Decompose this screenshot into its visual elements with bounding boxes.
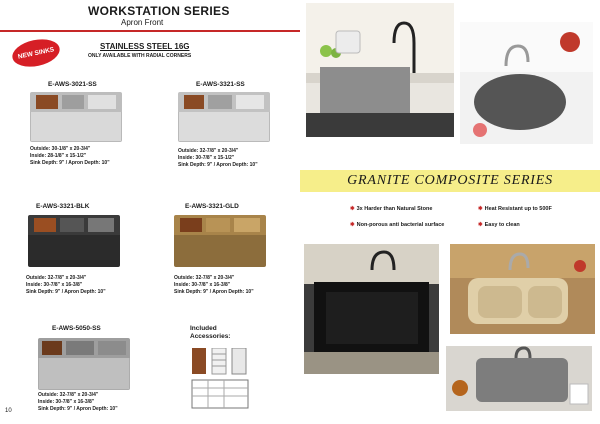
- star-icon: ✱: [478, 222, 483, 228]
- granite-series-banner: [300, 170, 600, 192]
- stainless-subheading: ONLY AVAILABLE WITH RADIAL CORNERS: [88, 53, 192, 59]
- product-model: E-AWS-3321-SS: [196, 81, 245, 88]
- star-icon: ✱: [478, 206, 483, 212]
- product-specs: Outside: 32-7/8" x 20-3/4" Inside: 30-7/8" x 16-3/8" Sink Depth: 9" / Apron Depth: 10": [174, 275, 254, 295]
- product-model: E-AWS-5050-SS: [52, 325, 101, 332]
- beige-sink-photo: [450, 244, 595, 334]
- feature-item: ✱ Easy to clean: [478, 222, 520, 228]
- sink-image-3021-ss: [30, 92, 122, 142]
- stainless-heading: STAINLESS STEEL 16G: [100, 42, 190, 51]
- feature-item: ✱ Heat Resistant up to 500F: [478, 206, 552, 212]
- product-specs: Outside: 32-7/8" x 20-3/4" Inside: 30-7/8" x 16-3/8" Sink Depth: 9" / Apron Depth: 10": [38, 392, 118, 412]
- product-model: E-AWS-3321-BLK: [36, 203, 90, 210]
- granite-series-title: GRANITE COMPOSITE SERIES: [347, 173, 553, 188]
- sink-image-3321-ss: [178, 92, 270, 142]
- page-subtitle: Apron Front: [121, 18, 164, 27]
- product-specs: Outside: 32-7/8" x 20-3/4" Inside: 30-7/8" x 15-1/2" Sink Depth: 9" / Apron Depth: 10": [178, 148, 258, 168]
- header-rule: [0, 30, 300, 32]
- new-sinks-badge: NEW SINKS: [10, 35, 62, 70]
- product-specs: Outside: 32-7/8" x 20-3/4" Inside: 30-7/8" x 16-3/8" Sink Depth: 9" / Apron Depth: 10": [26, 275, 106, 295]
- sink-image-5050-ss: [38, 338, 130, 390]
- sink-image-3321-gld: [174, 215, 266, 267]
- product-specs: Outside: 30-1/8" x 20-3/4" Inside: 28-1/8" x 15-1/2" Sink Depth: 9" / Apron Depth: 10": [30, 146, 110, 166]
- star-icon: ✱: [350, 206, 355, 212]
- star-icon: ✱: [350, 222, 355, 228]
- included-accessories-label: Included Accessories:: [190, 325, 231, 340]
- dark-sink-photo: [460, 22, 593, 144]
- black-sink-photo: [304, 244, 439, 374]
- page-title: WORKSTATION SERIES: [88, 4, 230, 18]
- grey-sink-photo: [306, 3, 454, 137]
- accessories-image: [188, 348, 252, 410]
- product-model: E-AWS-3321-GLD: [185, 203, 239, 210]
- feature-item: ✱ Non-porous anti bacterial surface: [350, 222, 445, 228]
- sink-image-3321-blk: [28, 215, 120, 267]
- feature-item: ✱ 3x Harder than Natural Stone: [350, 206, 433, 212]
- product-model: E-AWS-3021-SS: [48, 81, 97, 88]
- page-number: 10: [5, 408, 12, 414]
- grey-granite-sink-photo: [446, 346, 592, 411]
